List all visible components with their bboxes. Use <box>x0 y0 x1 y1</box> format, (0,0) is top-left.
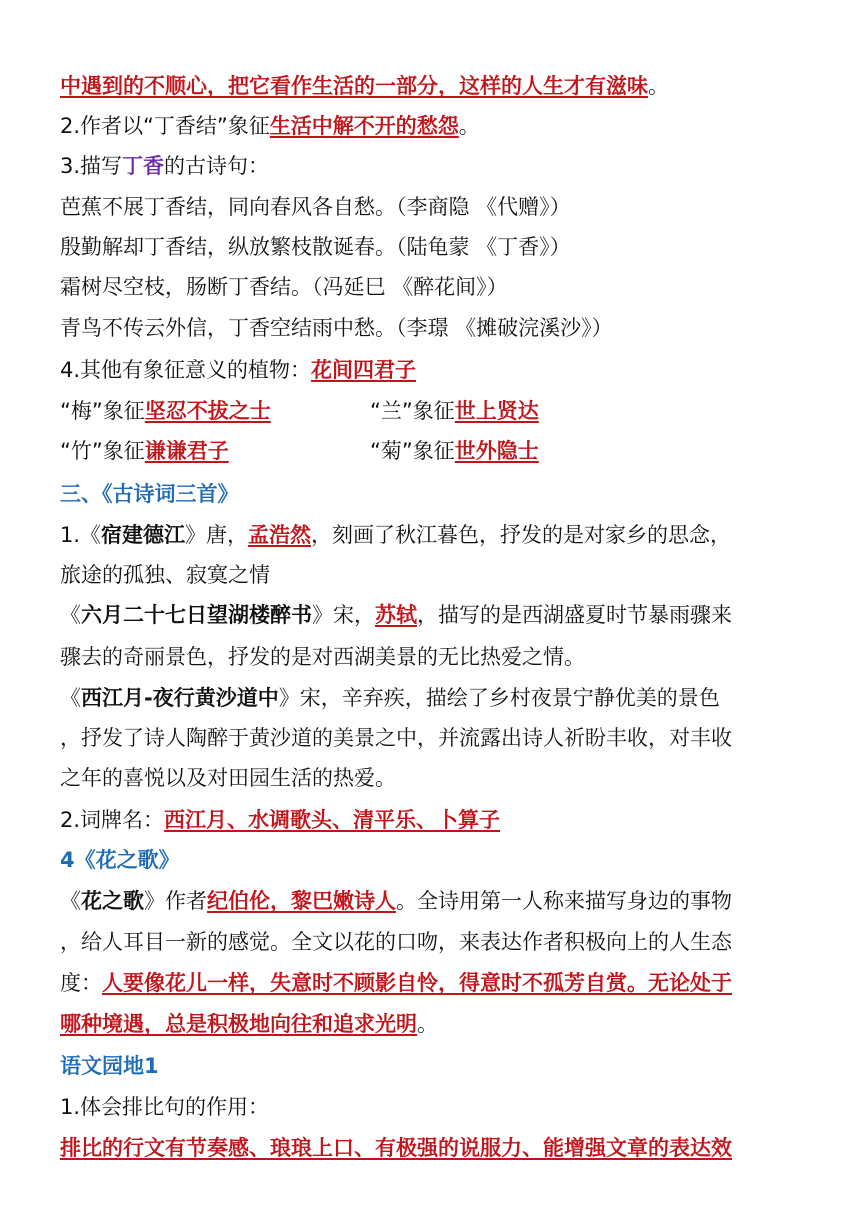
symbol-col2: “兰”象征世上贤达 <box>370 399 539 423</box>
text-line: 2.作者以“丁香结”象征生活中解不开的愁怨。 <box>60 114 480 138</box>
highlight-text: 西江月、水调歌头、清平乐、卜算子 <box>164 808 501 832</box>
text-line: 1.《宿建德江》唐，孟浩然，刻画了秋江暮色，抒发的是对家乡的思念， <box>60 523 732 547</box>
section-heading: 4《花之歌》 <box>60 848 180 872</box>
text-line: 之年的喜悦以及对田园生活的热爱。 <box>60 766 396 790</box>
text-line: 《六月二十七日望湖楼醉书》宋，苏轼，描写的是西湖盛夏时节暴雨骤来 <box>60 603 732 627</box>
text-line: 骤去的奇丽景色，抒发的是对西湖美景的无比热爱之情。 <box>60 645 585 669</box>
highlight-text: 人要像花儿一样，失意时不顾影自怜，得意时不孤芳自赏。无论处于 <box>102 971 732 995</box>
highlight-text: 坚忍不拔之士 <box>144 399 271 423</box>
poem-line: 芭蕉不展丁香结，同向春风各自愁。（李商隐 《代赠》） <box>60 195 571 219</box>
poem-line: 青鸟不传云外信，丁香空结雨中愁。（李璟 《摊破浣溪沙》） <box>60 316 613 340</box>
highlight-text: 生活中解不开的愁怨 <box>269 114 459 138</box>
text-line <box>60 1134 819 1162</box>
keyword-text: 丁香 <box>122 154 165 178</box>
text-line: 3.描写丁香的古诗句： <box>60 154 270 178</box>
highlight-text: 排比的行文有节奏感、琅琅上口、有极强的说服力、能增强文章的表达效 <box>60 1136 732 1160</box>
symbol-row: “竹”象征谦谦君子 “菊”象征世外隐士 <box>60 439 539 463</box>
text-line: 度：人要像花儿一样，失意时不顾影自怜，得意时不孤芳自赏。无论处于 <box>60 971 732 995</box>
text-line: 2.词牌名：西江月、水调歌头、清平乐、卜算子 <box>60 808 501 832</box>
highlight-text: 哪种境遇，总是积极地向往和追求光明 <box>60 1012 417 1036</box>
section-heading: 语文园地1 <box>60 1054 159 1078</box>
highlight-text: 花间四君子 <box>311 358 417 382</box>
text-line: 哪种境遇，总是积极地向往和追求光明。 <box>60 1012 438 1036</box>
poem-line: 霜树尽空枝，肠断丁香结。（冯延巳 《醉花间》） <box>60 275 508 299</box>
text-line: ，抒发了诗人陶醉于黄沙道的美景之中，并流露出诗人祈盼丰收，对丰收 <box>60 726 732 750</box>
symbol-col2: “菊”象征世外隐士 <box>370 439 539 463</box>
highlight-text: 世上贤达 <box>454 399 539 423</box>
symbol-row: “梅”象征坚忍不拔之士 “兰”象征世上贤达 <box>60 399 539 423</box>
highlight-text: 谦谦君子 <box>144 439 229 463</box>
highlight-text: 孟浩然 <box>248 523 312 547</box>
text-line: 旅途的孤独、寂寞之情 <box>60 563 270 587</box>
text-line: 1.体会排比句的作用： <box>60 1095 270 1119</box>
text-line: 4.其他有象征意义的植物：花间四君子 <box>60 358 417 382</box>
highlight-text: 中遇到的不顺心，把它看作生活的一部分，这样的人生才有滋味 <box>60 74 648 98</box>
text-line: 《花之歌》作者纪伯伦，黎巴嫩诗人。全诗用第一人称来描写身边的事物 <box>60 889 732 913</box>
text-line: 中遇到的不顺心，把它看作生活的一部分，这样的人生才有滋味。 <box>60 74 669 98</box>
highlight-text: 苏轼 <box>375 603 417 627</box>
section-heading: 三、《古诗词三首》 <box>60 482 239 506</box>
text-line: 《西江月-夜行黄沙道中》宋，辛弃疾，描绘了乡村夜景宁静优美的景色 <box>60 686 720 710</box>
poem-line: 殷勤解却丁香结，纵放繁枝散诞春。（陆龟蒙 《丁香》） <box>60 235 571 259</box>
highlight-text: 纪伯伦，黎巴嫩诗人 <box>207 889 396 913</box>
text-line: ，给人耳目一新的感觉。全文以花的口吻，来表达作者积极向上的人生态 <box>60 930 732 954</box>
highlight-text: 世外隐士 <box>454 439 539 463</box>
